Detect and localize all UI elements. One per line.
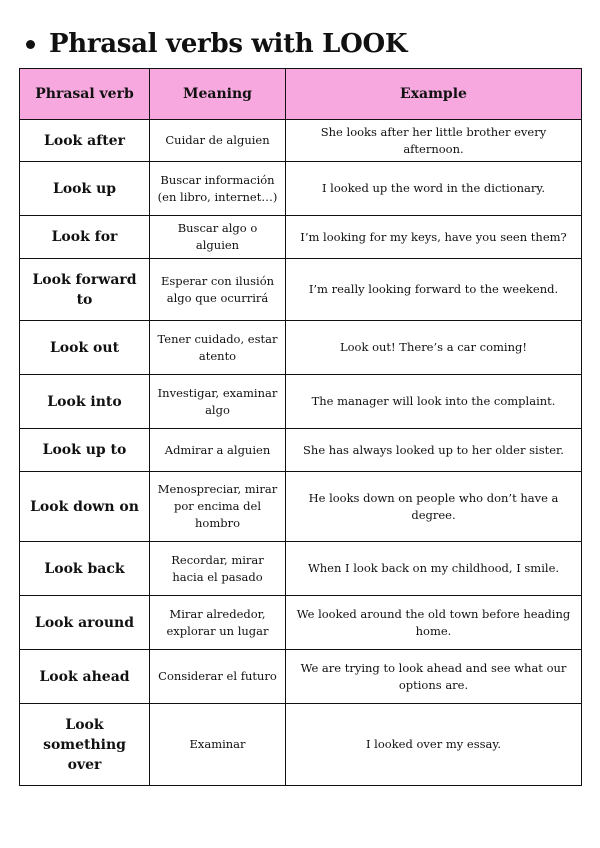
example-cell: I looked over my essay. — [286, 704, 582, 786]
phrasal-verb-cell: Look ahead — [20, 650, 150, 704]
example-cell: She has always looked up to her older sister. — [286, 429, 582, 472]
example-cell: We looked around the old town before heading home. — [286, 596, 582, 650]
column-header-phrasal-verb: Phrasal verb — [20, 69, 150, 120]
phrasal-verb-cell: Look up — [20, 162, 150, 216]
column-header-meaning: Meaning — [150, 69, 286, 120]
phrasal-verbs-table — [19, 68, 582, 786]
meaning-cell: Esperar con ilusión algo que ocurrirá — [150, 259, 286, 321]
meaning-cell: Admirar a alguien — [150, 429, 286, 472]
meaning-cell: Recordar, mirar hacia el pasado — [150, 542, 286, 596]
meaning-cell: Investigar, examinar algo — [150, 375, 286, 429]
page-title — [22, 24, 407, 64]
meaning-cell: Tener cuidado, estar atento — [150, 321, 286, 375]
example-cell: I’m really looking forward to the weekend. — [286, 259, 582, 321]
table-row — [20, 216, 582, 259]
table-row — [20, 375, 582, 429]
table-row — [20, 162, 582, 216]
example-cell: I looked up the word in the dictionary. — [286, 162, 582, 216]
meaning-cell: Menospreciar, mirar por encima del hombro — [150, 472, 286, 542]
table-row — [20, 472, 582, 542]
meaning-cell: Considerar el futuro — [150, 650, 286, 704]
example-cell: He looks down on people who don’t have a degree. — [286, 472, 582, 542]
example-cell: She looks after her little brother every afternoon. — [286, 120, 582, 162]
phrasal-verb-cell: Look back — [20, 542, 150, 596]
meaning-cell: Buscar información (en libro, internet…) — [150, 162, 286, 216]
meaning-cell: Buscar algo o alguien — [150, 216, 286, 259]
example-cell: The manager will look into the complaint. — [286, 375, 582, 429]
example-cell: Look out! There’s a car coming! — [286, 321, 582, 375]
table-row — [20, 120, 582, 162]
table-row — [20, 650, 582, 704]
phrasal-verb-cell: Look into — [20, 375, 150, 429]
phrasal-verb-cell: Look forward to — [20, 259, 150, 321]
phrasal-verb-cell: Look out — [20, 321, 150, 375]
table-header-row — [20, 69, 582, 120]
table-row — [20, 321, 582, 375]
example-cell: I’m looking for my keys, have you seen them? — [286, 216, 582, 259]
table-row — [20, 704, 582, 786]
phrasal-verb-cell: Look for — [20, 216, 150, 259]
phrasal-verb-cell: Look down on — [20, 472, 150, 542]
table-row — [20, 596, 582, 650]
table-row — [20, 429, 582, 472]
phrasal-verb-cell: Look around — [20, 596, 150, 650]
bullet-icon — [26, 40, 35, 49]
example-cell: We are trying to look ahead and see what our options are. — [286, 650, 582, 704]
table-row — [20, 542, 582, 596]
example-cell: When I look back on my childhood, I smile. — [286, 542, 582, 596]
table-row — [20, 259, 582, 321]
meaning-cell: Cuidar de alguien — [150, 120, 286, 162]
meaning-cell: Mirar alrededor, explorar un lugar — [150, 596, 286, 650]
meaning-cell: Examinar — [150, 704, 286, 786]
phrasal-verb-cell: Look after — [20, 120, 150, 162]
page-title-text: Phrasal verbs with LOOK — [49, 29, 408, 59]
phrasal-verb-cell: Look up to — [20, 429, 150, 472]
column-header-example: Example — [286, 69, 582, 120]
phrasal-verb-cell: Look something over — [20, 704, 150, 786]
